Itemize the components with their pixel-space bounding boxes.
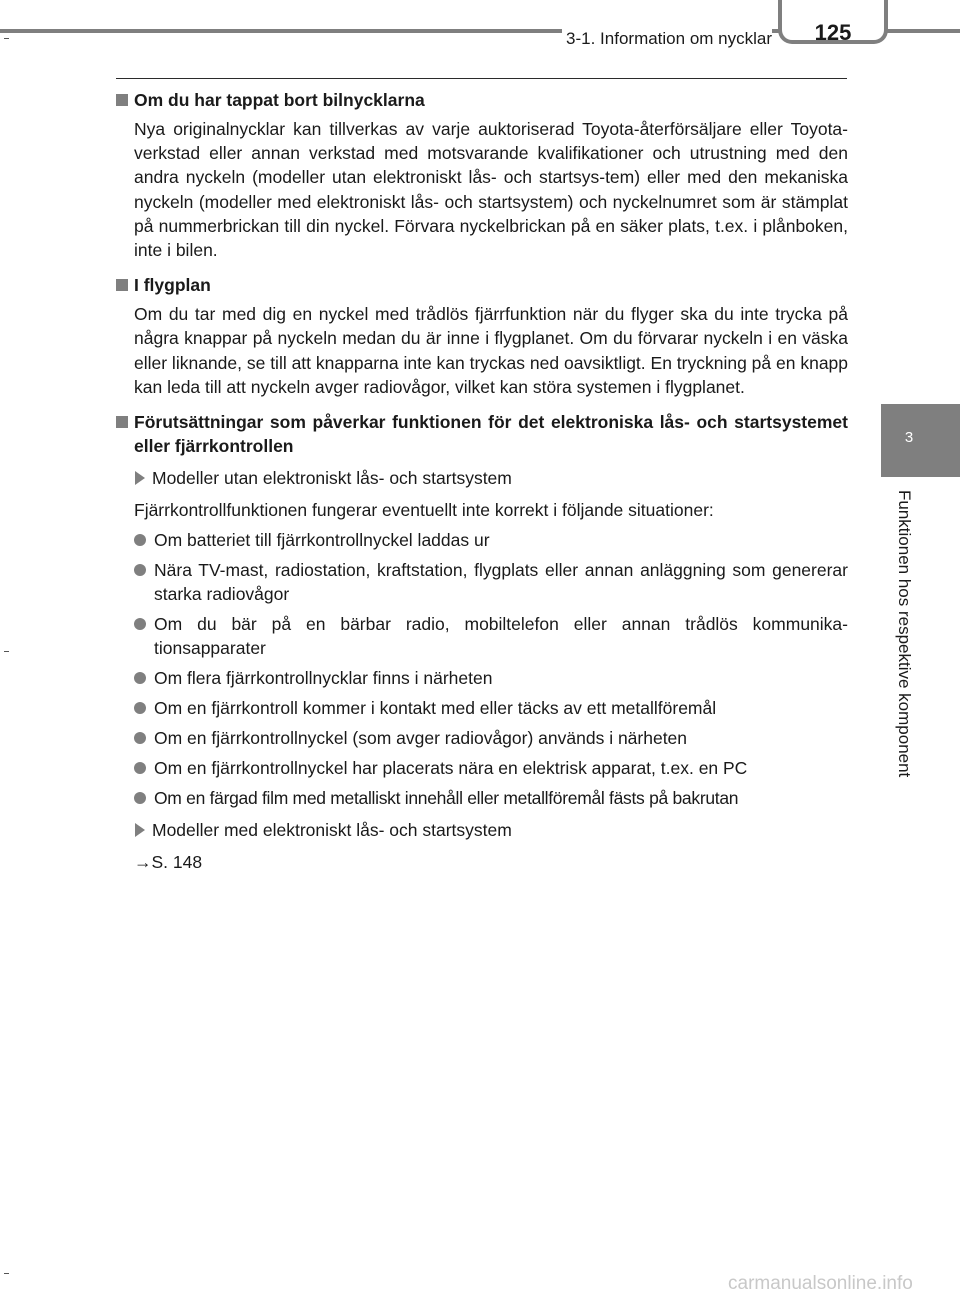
- list-item: Om en fjärrkontrollnyckel (som avger radiovågor) används i närheten: [134, 726, 848, 750]
- list-item: Nära TV-mast, radiostation, kraftstation, flygplats eller annan anläggning som genererar starka radiovågor: [134, 558, 848, 606]
- square-bullet-icon: [116, 416, 128, 428]
- circle-bullet-icon: [134, 534, 146, 546]
- section-airplane: [116, 273, 848, 399]
- list-item: Om en färgad film med metalliskt innehåll eller metallföremål fästs på bakrutan: [134, 786, 848, 810]
- watermark: carmanualsonline.info: [728, 1273, 913, 1294]
- circle-bullet-icon: [134, 702, 146, 714]
- list-item: Om du bär på en bärbar radio, mobiltelefon eller annan trådlös kommunika-tionsapparater: [134, 612, 848, 660]
- section-paragraph: Nya originalnycklar kan tillverkas av varje auktoriserad Toyota-återförsäljare eller Toyota-verkstad eller annan verkstad med motsvarande kvalifikationer och utrustning med den andra nyckeln (modeller utan elektroniskt lås- och startsys-tem) eller med den mekaniska nyckeln (modeller med elektroniskt lås- och startsystem) och nyckelnumret som är stämplat på nummerbrickan till din nyckel. Förvara nyckelbrickan på en säker plats, t.ex. i plånboken, inte i bilen.: [134, 119, 848, 261]
- section-title: 3-1. Information om nycklar: [562, 29, 772, 49]
- page-reference-link[interactable]: →S. 148: [134, 852, 203, 873]
- list-item: Om batteriet till fjärrkontrollnyckel laddas ur: [134, 528, 848, 552]
- circle-bullet-icon: [134, 762, 146, 774]
- triangle-bullet-icon: [135, 823, 145, 837]
- crop-mark: [4, 1273, 9, 1274]
- intro-text: Fjärrkontrollfunktionen fungerar eventuellt inte korrekt i följande situationer:: [134, 500, 714, 521]
- page-content: [116, 88, 848, 885]
- subheading-with-smart-key: Modeller med elektroniskt lås- och startsystem: [134, 818, 848, 842]
- circle-bullet-icon: [134, 564, 146, 576]
- section-conditions: [116, 410, 848, 874]
- section-heading: I flygplan: [116, 273, 848, 297]
- list-item: Om flera fjärrkontrollnycklar finns i närheten: [134, 666, 848, 690]
- crop-mark: [4, 38, 9, 39]
- section-heading: Förutsättningar som påverkar funktionen för det elektroniska lås- och startsystemet eller fjärrkontrollen: [116, 410, 848, 458]
- circle-bullet-icon: [134, 732, 146, 744]
- header-rule: [116, 78, 847, 79]
- circle-bullet-icon: [134, 672, 146, 684]
- crop-mark: [4, 651, 9, 652]
- circle-bullet-icon: [134, 792, 146, 804]
- section-heading: Om du har tappat bort bilnycklarna: [116, 88, 848, 112]
- circle-bullet-icon: [134, 618, 146, 630]
- square-bullet-icon: [116, 94, 128, 106]
- chapter-number: 3: [904, 429, 914, 446]
- section-lost-keys: [116, 88, 848, 262]
- chapter-title: Funktionen hos respektive komponent: [895, 490, 914, 778]
- subheading-without-smart-key: Modeller utan elektroniskt lås- och startsystem: [134, 466, 848, 490]
- triangle-bullet-icon: [135, 471, 145, 485]
- section-paragraph: Om du tar med dig en nyckel med trådlös fjärrfunktion när du flyger ska du inte trycka på några knappar på nyckeln medan du är inne i flygplanet. Om du förvarar nyckeln i en väska eller liknande, se till att knapparna inte kan tryckas ned oavsiktligt. En tryckning på en knapp kan leda till att nyckeln avger radiovågor, vilket kan störa systemen i flygplanet.: [134, 304, 849, 397]
- list-item: Om en fjärrkontroll kommer i kontakt med eller täcks av ett metallföremål: [134, 696, 848, 720]
- chapter-tab: [881, 404, 960, 477]
- square-bullet-icon: [116, 279, 128, 291]
- list-item: Om en fjärrkontrollnyckel har placerats nära en elektrisk apparat, t.ex. en PC: [134, 756, 848, 780]
- page-number: 125: [814, 20, 852, 45]
